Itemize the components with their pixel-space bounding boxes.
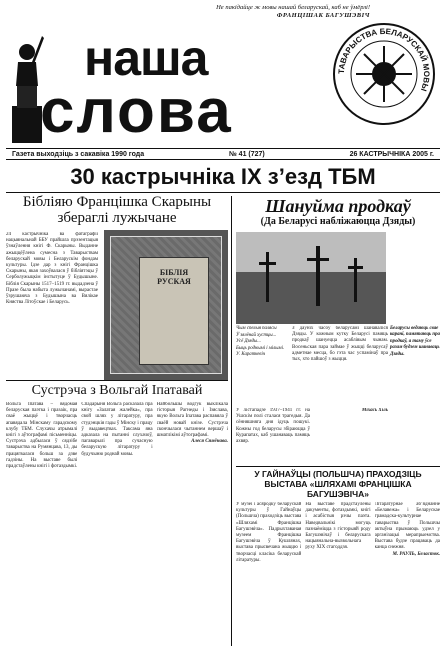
- article3-signature: Міхась Хіль: [361, 408, 388, 413]
- masthead-quote: [200, 4, 370, 20]
- article3-text: З даўніх часоў беларусамі шанаваліся Дзяды. У кожным кутку Беларусі памяць продкаў шануецца асаблівым чынам. Восеньская пара займае ў жыцці беларусаў адметнае месца, бо гэта час успамінаў пра тых, хто пайшоў з жыцця.: [292, 326, 388, 363]
- article2-signature: Алеся Сямёнава.: [191, 439, 228, 445]
- quote-text: Не пакідайце ж мовы нашай беларускай, каб не ўмёрлі!: [216, 4, 370, 11]
- society-seal-icon: [330, 20, 438, 128]
- article4-body: [236, 502, 440, 642]
- article4-title: У ГАЙНАЎЦЫ (ПОЛЬШЧА) ПРАХОДЗІЦЬ ВЫСТАВА «ШЛЯХАМІ ФРАНЦІШКА БАГУШЭВІЧА»: [236, 466, 440, 499]
- bible-photo: [104, 230, 228, 380]
- article2-title: Сустрэча з Вольгай Іпатавай: [6, 380, 228, 399]
- column-divider: [231, 196, 232, 646]
- photo-sky: [236, 232, 386, 272]
- article2-body: [6, 402, 228, 642]
- article2-col2: Спадарыня Вольга расказала пра кнігу «Залатая жалейка», пра свой шлях у літаратуру, пра студэнцкія гады ў Мінску і працу ў выдавецтвах. Таксама яна адказала на пытанні слухачоў, пагаварылі пра сучасную беларускую літаратуру і будучыню роднай мовы.: [81, 402, 153, 457]
- article4-col3: [375, 502, 440, 642]
- bible-page: [139, 257, 209, 365]
- cross-mark: [316, 246, 320, 306]
- founded-note: Газета выходзіць з сакавіка 1990 года: [12, 150, 145, 158]
- cross-mark: [348, 266, 363, 269]
- bible-caption: БІБЛІЯ РУСКАЯ: [157, 268, 191, 286]
- article3-poem: Чым спелыя палясы Ў зялёнай хустцы... Усё Дзяды... Быць роднымі і мілымі. У. Караткевіч: [236, 326, 285, 357]
- article3-subtitle: (Да Беларусі набліжаюцца Дзяды): [260, 216, 416, 227]
- issue-info-bar: [6, 148, 440, 160]
- article3-col2: [314, 408, 388, 464]
- article4-col3-text: Літаратурнае аб’яднанне «Белавежа» і Беларускае грамадска-культурнае таварыства ў Польшчы актыўна прымаюць удзел у арганізацыі мерапрыемства. Выстава будзе працаваць да канца снежня.: [374, 502, 440, 551]
- cross-mark: [266, 252, 269, 302]
- quote-author: ФРАНЦІШАК БАГУШЭВІЧ: [276, 12, 370, 19]
- cross-mark: [307, 258, 329, 261]
- cross-mark: [259, 262, 276, 265]
- article1-title: Бібліяю Францішка Скарыны збераглі лужычане: [22, 194, 212, 226]
- crosses-photo: [236, 232, 386, 324]
- main-headline: 30 кастрычніка IX з’езд ТБМ: [70, 164, 376, 189]
- article2-col1: Вольга Іпатава – вядомая беларуская паэтка і празаік, пра сваё жыццё і творчасць апавядала Мінскаму гарадскому клубу ТБМ. Слухачы атрымалі кнігі з аўтографамі пісьменніцы. Сустрэча адбылася ў сядзібе таварыства на Румянцава, 13, ды працягвалася больш за дзве гадзіны. На выставе былі прадстаўлены кнігі і фотаздымкі.: [6, 402, 78, 470]
- article2-col3-text: Найбольшы водгук выклікала гісторыя Рагнеды і Ізяслава, якую Вольга Іпатава распавяла ў сваёй новай кнізе. Сустрэча скончылася чытаннем вершаў і шматлікімі аўтографамі.: [156, 402, 228, 439]
- issue-date: 26 КАСТРЫЧНІКА 2005 г.: [349, 150, 434, 158]
- issue-number: № 41 (727): [228, 150, 265, 158]
- article3-side-note: Беларусы ведаюць свае карані, памятаюць пра продкаў, а таму ўсе разам будзем шанаваць Дзяды.: [390, 326, 440, 357]
- divider: [6, 192, 440, 193]
- seal-text: ТАВАРЫСТВА БЕЛАРУСКАЙ МОВЫ: [336, 26, 432, 93]
- article2-col3: [157, 402, 228, 642]
- article1-text: 24 кастрычніка ва фатаграфіі нацыянальнай ББУ прайшла прэзентацыя ўзнаўлення кнігі Ф. Скарыны. Выданне ажыццёўлена сумесна з Таварыствам беларускай мовы і Беларускім фондам культуры. Ідзе дар з кнігі Францішка Скарыны, якая захоўвалася ў бібліятэцы ў Серболужыцкім інстытуце ў Будышыне. Біблія Скарыны 1517–1519 гг. выдадзена ў Празе была набыта лужычанамі, вырастае ўзрушаюча з Будышына ва Вялікае Княства Літоўскае і Беларусь.: [6, 232, 98, 306]
- article4-col1: У музеі і асяродку беларускай культуры ў Гайнаўцы (Польшча) праходзіць выстава «Шляхамі Францішка Багушэвіча». Падрыхтаваная музеем Францішка Багушэвіча ў Кушлянах, выстава прысвечана жыццю і творчасці класіка беларускай літаратуры.: [236, 502, 302, 563]
- article4-signature: М. РАУЛЬ, Беласток.: [392, 551, 440, 557]
- cross-mark: [354, 258, 357, 302]
- photo-frame: [110, 236, 222, 374]
- article3-title: Шануйма продкаў: [265, 196, 411, 216]
- article3-col1: У лістападзе 1937–1941 гг. на Ушскім полі сталася трагедыя. Да сённяшняга дня ідуць пошукі. Кожны год беларусы збіраюцца ў Курапатах, каб ушанаваць памяць ахвяр.: [236, 408, 310, 445]
- photo-ground: [236, 272, 386, 324]
- article3-body: [236, 408, 388, 464]
- masthead-title-line1: наша: [84, 30, 208, 86]
- article4-col2: На выставе прадстаўлены дакументы, фотаздымкі, кнігі і асабістыя рэчы паэта. Наведвальнікі могуць пазнаёміцца з гісторыяй роду Багушэвічаў і беларускага нацыянальна-вызвольнага руху ХІХ стагоддзя.: [305, 502, 371, 551]
- masthead-title-line2: слова: [40, 77, 233, 146]
